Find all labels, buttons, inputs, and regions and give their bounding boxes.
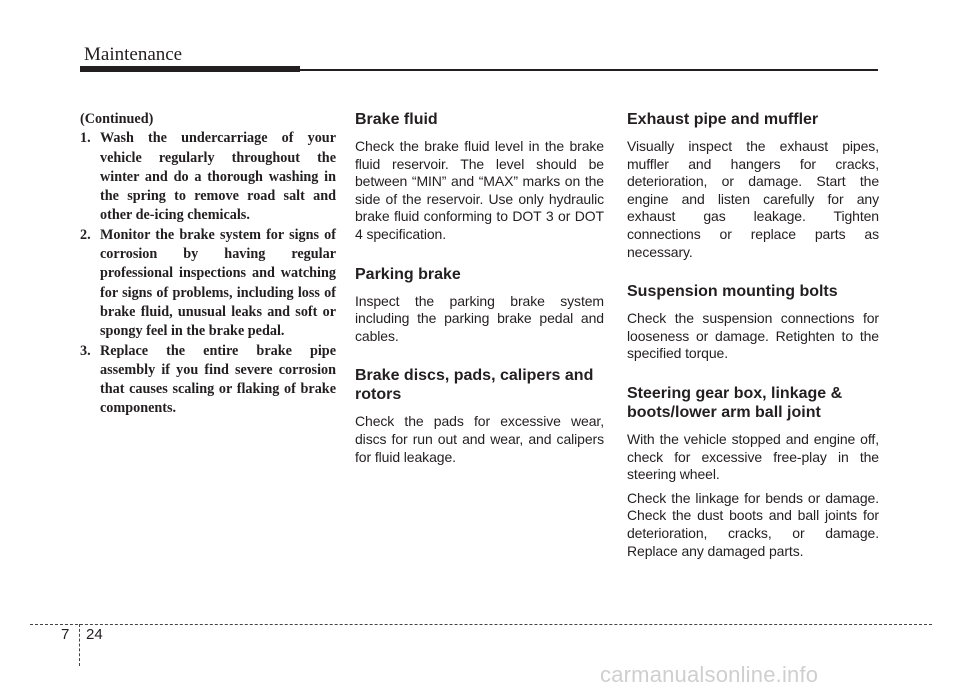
list-item-number: 1.: [80, 130, 91, 147]
list-item-number: 3.: [80, 342, 91, 359]
section-body: Inspect the parking brake system including the parking brake pedal and cables.: [355, 292, 604, 344]
section-title: Brake discs, pads, calipers and rotors: [355, 367, 594, 404]
section-body: Check the pads for excessive wear, discs for run out and wear, and calipers for fluid leakage.: [355, 413, 604, 465]
chapter-number: 7: [61, 626, 70, 643]
header-title: Maintenance: [84, 44, 183, 65]
section-title: Suspension mounting bolts: [627, 283, 838, 301]
section-body: With the vehicle stopped and engine off, check for excessive free-play in the steering wheel.: [627, 430, 879, 483]
section-parking-brake: [355, 265, 604, 346]
numbered-list: [80, 129, 336, 418]
section-body: Check the brake fluid level in the brake fluid reservoir. The level should be between “MIN” and “MAX” marks on the side of the reservoir. Use only hydraulic brake fluid conforming to DOT 3 or DOT 4 specification.: [355, 138, 604, 242]
header-rule-thin: [300, 69, 878, 71]
section-exhaust: [627, 110, 879, 261]
section-brake-discs: [355, 366, 604, 466]
watermark: carmanualsonline.info: [600, 662, 819, 687]
header-rule-thick: [80, 66, 300, 72]
section-brake-fluid: [355, 110, 604, 244]
section-body: Visually inspect the exhaust pipes, muffler and hangers for cracks, deterioration, or damage. Start the engine and listen carefully for any exhaust gas leakage. Tighten connections or replace parts as necessary.: [627, 138, 879, 260]
section-title: Steering gear box, linkage & boots/lower arm ball joint: [627, 384, 843, 421]
section-title: Parking brake: [355, 265, 461, 283]
section-title: Brake fluid: [355, 111, 438, 128]
list-item: [80, 129, 336, 225]
page-number: 24: [86, 626, 103, 643]
column-continued-list: [80, 110, 336, 419]
column-brakes: [355, 110, 604, 487]
column-exhaust-suspension: [627, 110, 879, 581]
list-item-text: Monitor the brake system for signs of corrosion by having regular professional inspections and watching for signs of problems, including loss of brake fluid, unusual leaks and soft or spongy feel in the brake pedal.: [100, 226, 336, 340]
list-item: [80, 226, 336, 342]
section-title: Exhaust pipe and muffler: [627, 111, 819, 128]
section-body-2: Check the linkage for bends or damage. Check the dust boots and ball joints for deterioration, cracks, or damage. Replace any damaged parts.: [627, 489, 879, 559]
list-item-number: 2.: [80, 226, 91, 243]
continued-label: (Continued): [80, 111, 154, 127]
section-steering: [627, 384, 879, 560]
footer-rule: [30, 624, 932, 625]
list-item: [80, 342, 336, 419]
list-item-text: Replace the entire brake pipe assembly if you find severe corrosion that causes scaling or flaking of brake components.: [100, 342, 336, 417]
section-body: Check the suspension connections for looseness or damage. Retighten to the specified torque.: [627, 310, 879, 362]
list-item-text: Wash the undercarriage of your vehicle regularly throughout the winter and do a thorough washing in the spring to remove road salt and other de-icing chemicals.: [100, 130, 336, 224]
footer-divider: [79, 624, 80, 666]
section-suspension: [627, 282, 879, 363]
